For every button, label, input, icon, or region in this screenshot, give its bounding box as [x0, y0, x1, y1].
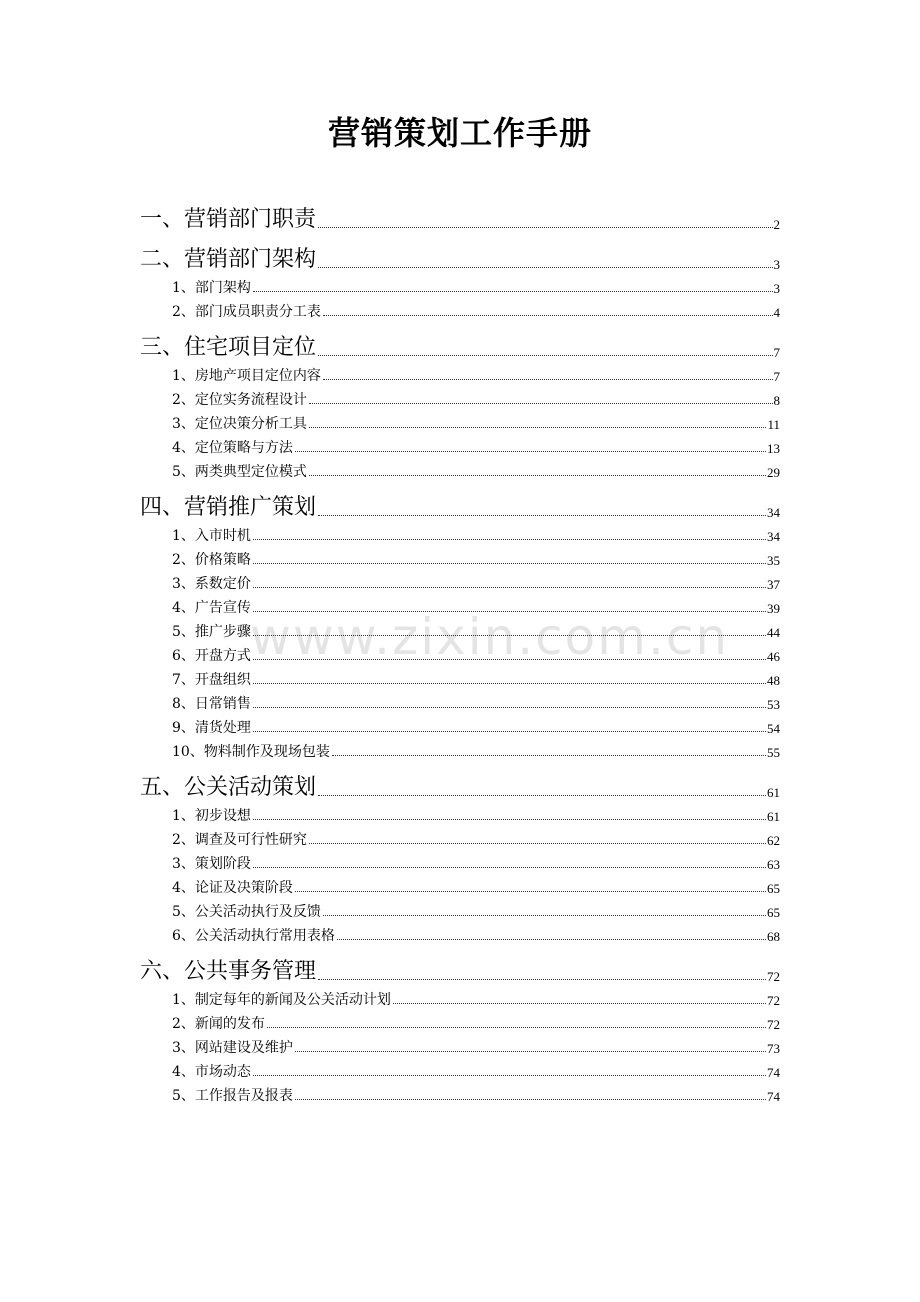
toc-chapter[interactable]	[140, 243, 780, 271]
toc-page-number: 46	[767, 649, 780, 664]
toc-leader-dots	[318, 978, 766, 980]
toc-leader-dots	[253, 538, 766, 540]
toc-label: 2、价格策略	[172, 552, 251, 568]
toc-label: 5、推广步骤	[172, 624, 251, 640]
toc-section[interactable]	[172, 461, 780, 479]
toc-page-number: 34	[767, 505, 780, 520]
toc-label: 二、营销部门架构	[140, 247, 317, 272]
toc-chapter[interactable]	[140, 331, 780, 359]
toc-leader-dots	[253, 706, 766, 708]
toc-page-number: 3	[773, 281, 780, 296]
toc-label: 2、定位实务流程设计	[172, 392, 307, 408]
toc-label: 4、市场动态	[172, 1064, 251, 1080]
toc-leader-dots	[318, 354, 772, 356]
toc-label: 四、营销推广策划	[140, 495, 317, 520]
toc-leader-dots	[309, 426, 767, 428]
toc-label: 3、定位决策分析工具	[172, 416, 307, 432]
toc-label: 五、公关活动策划	[140, 775, 317, 800]
toc-leader-dots	[253, 818, 766, 820]
toc-leader-dots	[253, 658, 766, 660]
toc-page-number: 74	[767, 1065, 780, 1080]
toc-leader-dots	[295, 450, 766, 452]
toc-page-number: 65	[767, 905, 780, 920]
toc-label: 1、房地产项目定位内容	[172, 368, 321, 384]
toc-label: 9、清货处理	[172, 720, 251, 736]
toc-section[interactable]	[172, 877, 780, 895]
toc-page-number: 35	[767, 553, 780, 568]
toc-page-number: 8	[773, 393, 780, 408]
toc-leader-dots	[309, 474, 766, 476]
toc-section[interactable]	[172, 693, 780, 711]
toc-section[interactable]	[172, 1061, 780, 1079]
toc-section[interactable]	[172, 717, 780, 735]
toc-label: 2、新闻的发布	[172, 1016, 265, 1032]
toc-page-number: 62	[767, 833, 780, 848]
toc-page-number: 55	[767, 745, 780, 760]
toc-page-number: 72	[767, 993, 780, 1008]
toc-label: 2、部门成员职责分工表	[172, 304, 321, 320]
toc-chapter[interactable]	[140, 955, 780, 983]
toc-label: 六、公共事务管理	[140, 959, 317, 984]
toc-label: 1、制定每年的新闻及公关活动计划	[172, 992, 391, 1008]
toc-label: 一、营销部门职责	[140, 207, 317, 232]
toc-section[interactable]	[172, 853, 780, 871]
toc-section[interactable]	[172, 645, 780, 663]
toc-label: 1、入市时机	[172, 528, 251, 544]
toc-page-number: 48	[767, 673, 780, 688]
toc-section[interactable]	[172, 741, 780, 759]
toc-page-number: 37	[767, 577, 780, 592]
toc-label: 3、策划阶段	[172, 856, 251, 872]
toc-leader-dots	[253, 1074, 766, 1076]
toc-section[interactable]	[172, 301, 780, 319]
toc-label: 4、论证及决策阶段	[172, 880, 293, 896]
toc-label: 1、部门架构	[172, 280, 251, 296]
toc-section[interactable]	[172, 621, 780, 639]
toc-page-number: 3	[773, 257, 780, 272]
toc-leader-dots	[295, 1050, 766, 1052]
toc-section[interactable]	[172, 669, 780, 687]
toc-section[interactable]	[172, 989, 780, 1007]
toc-page-number: 68	[767, 929, 780, 944]
toc-leader-dots	[318, 226, 772, 228]
toc-page-number: 73	[767, 1041, 780, 1056]
toc-leader-dots	[253, 634, 766, 636]
toc-leader-dots	[253, 562, 766, 564]
toc-page-number: 39	[767, 601, 780, 616]
toc-page-number: 44	[767, 625, 780, 640]
toc-page-number: 72	[767, 969, 780, 984]
toc-section[interactable]	[172, 901, 780, 919]
toc-leader-dots	[323, 314, 773, 316]
toc-page-number: 34	[767, 529, 780, 544]
toc-page-number: 2	[773, 217, 780, 232]
toc-page-number: 4	[773, 305, 780, 320]
watermark: www.zixin.com.cn	[250, 608, 730, 666]
toc-label: 10、物料制作及现场包装	[172, 744, 330, 760]
toc-label: 6、公关活动执行常用表格	[172, 928, 335, 944]
toc-section[interactable]	[172, 805, 780, 823]
toc-label: 5、工作报告及报表	[172, 1088, 293, 1104]
toc-label: 4、广告宣传	[172, 600, 251, 616]
toc-section[interactable]	[172, 365, 780, 383]
toc-page-number: 63	[767, 857, 780, 872]
toc-section[interactable]	[172, 573, 780, 591]
toc-leader-dots	[393, 1002, 766, 1004]
toc-label: 7、开盘组织	[172, 672, 251, 688]
toc-leader-dots	[318, 514, 766, 516]
toc-leader-dots	[318, 266, 772, 268]
toc-section[interactable]	[172, 925, 780, 943]
toc-label: 3、系数定价	[172, 576, 251, 592]
toc-page-number: 72	[767, 1017, 780, 1032]
toc-leader-dots	[253, 290, 773, 292]
toc-section[interactable]	[172, 1037, 780, 1055]
toc-label: 三、住宅项目定位	[140, 335, 317, 360]
toc-leader-dots	[267, 1026, 766, 1028]
toc-label: 6、开盘方式	[172, 648, 251, 664]
document-title: 营销策划工作手册	[327, 114, 592, 152]
toc-leader-dots	[295, 890, 766, 892]
toc-leader-dots	[253, 866, 766, 868]
toc-section[interactable]	[172, 829, 780, 847]
toc-page-number: 7	[773, 369, 780, 384]
toc-leader-dots	[253, 610, 766, 612]
toc-leader-dots	[323, 378, 773, 380]
toc-leader-dots	[295, 1098, 766, 1100]
toc-label: 5、两类典型定位模式	[172, 464, 307, 480]
toc-page-number: 53	[767, 697, 780, 712]
toc-page-number: 29	[767, 465, 780, 480]
toc-section[interactable]	[172, 1085, 780, 1103]
toc-section[interactable]	[172, 277, 780, 295]
toc-page-number: 61	[767, 785, 780, 800]
toc-section[interactable]	[172, 389, 780, 407]
toc-leader-dots	[309, 402, 773, 404]
toc-page-number: 54	[767, 721, 780, 736]
toc-leader-dots	[318, 794, 766, 796]
toc-chapter[interactable]	[140, 771, 780, 799]
toc-section[interactable]	[172, 413, 780, 431]
toc-label: 3、网站建设及维护	[172, 1040, 293, 1056]
toc-chapter[interactable]	[140, 491, 780, 519]
toc-section[interactable]	[172, 597, 780, 615]
toc-page-number: 7	[773, 345, 780, 360]
toc-section[interactable]	[172, 1013, 780, 1031]
toc-section[interactable]	[172, 437, 780, 455]
toc-label: 2、调查及可行性研究	[172, 832, 307, 848]
toc-page-number: 65	[767, 881, 780, 896]
toc-leader-dots	[332, 754, 766, 756]
toc-leader-dots	[253, 682, 766, 684]
toc-label: 4、定位策略与方法	[172, 440, 293, 456]
toc-label: 8、日常销售	[172, 696, 251, 712]
toc-page-number: 13	[767, 441, 780, 456]
toc-leader-dots	[323, 914, 766, 916]
toc-section[interactable]	[172, 549, 780, 567]
toc-leader-dots	[253, 730, 766, 732]
toc-page-number: 74	[767, 1089, 780, 1104]
toc-page-number: 11	[767, 417, 780, 432]
toc-leader-dots	[253, 586, 766, 588]
toc-section[interactable]	[172, 525, 780, 543]
toc-leader-dots	[309, 842, 766, 844]
toc-label: 1、初步设想	[172, 808, 251, 824]
toc-leader-dots	[337, 938, 766, 940]
toc-page-number: 61	[767, 809, 780, 824]
toc-label: 5、公关活动执行及反馈	[172, 904, 321, 920]
toc-chapter[interactable]	[140, 203, 780, 231]
